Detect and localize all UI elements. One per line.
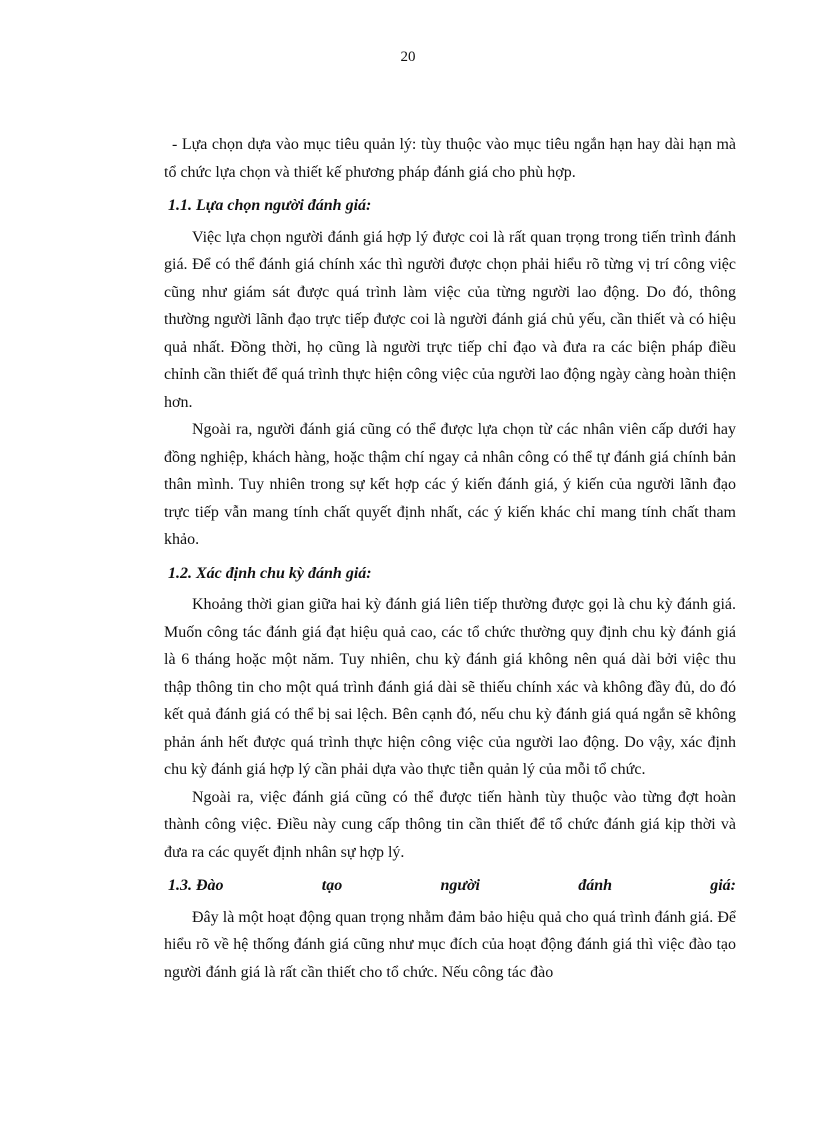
section-heading-1-2: 1.2. Xác định chu kỳ đánh giá: [168, 564, 372, 582]
intro-bullet-paragraph: - Lựa chọn dựa vào mục tiêu quản lý: tùy thuộc vào mục tiêu ngắn hạn hay dài hạn mà tổ chức lựa chọn và thiết kế phương pháp đánh giá cho phù hợp. [164, 136, 736, 181]
heading-word: 1.3. Đào [168, 877, 224, 894]
section-1-2-paragraph-2: Ngoài ra, việc đánh giá cũng có thể được tiến hành tùy thuộc vào từng đợt hoàn thành công việc. Điều này cung cấp thông tin cần thiết để tổ chức đánh giá kịp thời và đưa ra các quyết định nhân sự hợp lý. [164, 788, 736, 861]
section-heading-1-1: 1.1. Lựa chọn người đánh giá: [168, 197, 372, 214]
section-1-1-paragraph-2: Ngoài ra, người đánh giá cũng có thể được lựa chọn từ các nhân viên cấp dưới hay đồng nghiệp, khách hàng, hoặc thậm chí ngay cả nhân công có thể tự đánh giá chính bản thân mình. Tuy nhiên trong sự kết hợp các ý kiến đánh giá, ý kiến của người lãnh đạo trực tiếp vẫn mang tính chất quyết định nhất, các ý kiến khác chỉ mang tính chất tham khảo. [164, 421, 736, 548]
heading-word: đánh [578, 877, 612, 894]
heading-word: tạo [321, 877, 343, 894]
section-1-3-paragraph-1: Đây là một hoạt động quan trọng nhằm đảm bảo hiệu quả cho quá trình đánh giá. Để hiểu rõ về hệ thống đánh giá cũng như mục đích của hoạt động đánh giá thì việc đào tạo người đánh giá là rất cần thiết cho tổ chức. Nếu công tác đào [164, 908, 736, 981]
heading-word: giá: [710, 877, 736, 894]
document-body [164, 131, 736, 986]
section-1-1-paragraph-1: Việc lựa chọn người đánh giá hợp lý được coi là rất quan trọng trong tiến trình đánh giá. Để có thể đánh giá chính xác thì người được chọn phải hiểu rõ từng vị trí công việc cũng như giám sát được quá trình làm việc của từng người lao động. Do đó, thông thường người lãnh đạo trực tiếp được coi là người đánh giá chủ yếu, cần thiết và có hiệu quả nhất. Đồng thời, họ cũng là người trực tiếp chỉ đạo và đưa ra các biện pháp điều chỉnh cần thiết để quá trình thực hiện công việc của người lao động ngày càng hoàn thiện hơn. [164, 228, 736, 411]
section-1-2-paragraph-1: Khoảng thời gian giữa hai kỳ đánh giá liên tiếp thường được gọi là chu kỳ đánh giá. Muốn công tác đánh giá đạt hiệu quả cao, các tổ chức thường quy định chu kỳ đánh giá là 6 tháng hoặc một năm. Tuy nhiên, chu kỳ đánh giá không nên quá dài bởi việc thu thập thông tin cho một quá trình đánh giá dài sẽ thiếu chính xác và không đầy đủ, do đó kết quả đánh giá có thể bị sai lệch. Bên cạnh đó, nếu chu kỳ đánh giá quá ngắn sẽ không phản ánh hết được quá trình thực hiện công việc của người lao động. Do vậy, xác định chu kỳ đánh giá hợp lý cần phải dựa vào thực tiễn quản lý của mỗi tổ chức. [164, 596, 736, 778]
section-heading-1-3 [164, 872, 736, 900]
page-number: 20 [400, 49, 416, 65]
heading-word: người [440, 877, 480, 894]
